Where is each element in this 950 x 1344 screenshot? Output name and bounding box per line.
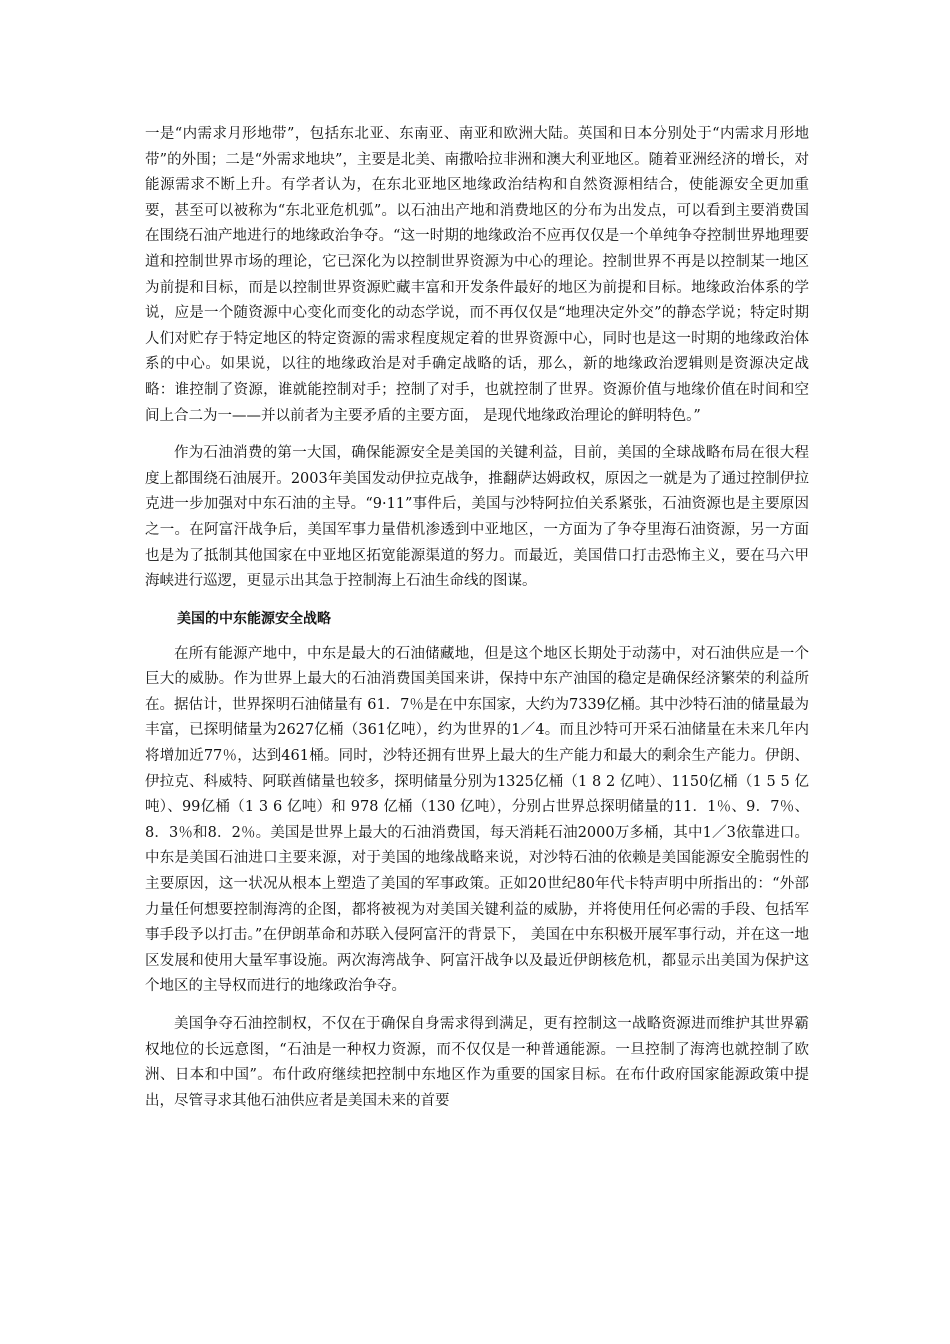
section-heading: 美国的中东能源安全战略 — [177, 610, 331, 627]
paragraph-4: 美国争夺石油控制权，不仅在于确保自身需求得到满足，更有控制这一战略资源进而维护其世界霸权地位的长远意图，“石油是一种权力资源，而不仅仅是一种普通能源。一旦控制了海湾也就控制了欧洲、日本和中国”。布什政府继续把控制中东地区作为重要的国家目标。在布什政府国家能源政策中提出，尽管寻求其他石油供应者是美国未来的首要 — [145, 1016, 809, 1109]
document-page — [145, 122, 809, 1126]
paragraph-2: 作为石油消费的第一大国，确保能源安全是美国的关键利益，目前，美国的全球战略布局在很大程度上都围绕石油展开。2003年美国发动伊拉克战争，推翻萨达姆政权，原因之一就是为了通过控制伊拉克进一步加强对中东石油的主导。“9·11”事件后，美国与沙特阿拉伯关系紧张，石油资源也是主要原因之一。在阿富汗战争后，美国军事力量借机渗透到中亚地区，一方面为了争夺里海石油资源，另一方面也是为了抵制其他国家在中亚地区拓宽能源渠道的努力。而最近，美国借口打击恐怖主义，要在马六甲海峡进行巡逻，更显示出其急于控制海上石油生命线的图谋。 — [145, 445, 809, 590]
paragraph-1: 一是“内需求月形地带”，包括东北亚、东南亚、南亚和欧洲大陆。英国和日本分别处于“内需求月形地带”的外围；二是“外需求地块”，主要是北美、南撒哈拉非洲和澳大利亚地区。随着亚洲经济的增长，对能源需求不断上升。有学者认为，在东北亚地区地缘政治结构和自然资源相结合，使能源安全更加重要，甚至可以被称为“东北亚危机弧”。以石油出产地和消费地区的分布为出发点，可以看到主要消费国在围绕石油产地进行的地缘政治争夺。“这一时期的地缘政治不应再仅仅是一个单纯争夺控制世界地理要道和控制世界市场的理论，它已深化为以控制世界资源为中心的理论。控制世界不再是以控制某一地区为前提和目标，而是以控制世界资源贮藏丰富和开发条件最好的地区为前提和目标。地缘政治体系的学说，应是一个随资源中心变化而变化的动态学说，而不再仅仅是“地理决定外交”的静态学说；特定时期人们对贮存于特定地区的特定资源的需求程度规定着的世界资源中心，同时也是这一时期的地缘政治体系的中心。如果说，以往的地缘政治是对手确定战略的话，那么，新的地缘政治逻辑则是资源决定战略：谁控制了资源，谁就能控制对手；控制了对手，也就控制了世界。资源价值与地缘价值在时间和空间上合二为一——并以前者为主要矛盾的主要方面， 是现代地缘政治理论的鲜明特色。” — [145, 126, 809, 424]
paragraph-3: 在所有能源产地中，中东是最大的石油储藏地，但是这个地区长期处于动荡中，对石油供应是一个巨大的威胁。作为世界上最大的石油消费国美国来讲，保持中东产油国的稳定是确保经济繁荣的利益所在。据估计，世界探明石油储量有 61．7％是在中东国家，大约为7339亿桶。其中沙特石油的储量最为丰富，已探明储量为2627亿桶（361亿吨），约为世界的1／4。而且沙特可开采石油储量在未来几年内将增加近77％，达到461桶。同时，沙特还拥有世界上最大的生产能力和最大的剩余生产能力。伊朗、伊拉克、科威特、阿联酋储量也较多，探明储量分别为1325亿桶（1 8 2 亿吨）、1150亿桶（1 5 5 亿吨）、99亿桶（1 3 6 亿吨）和 978 亿桶（130 亿吨），分别占世界总探明储量的11．1％、9．7％、8．3％和8．2％。美国是世界上最大的石油消费国，每天消耗石油2000万多桶，其中1／3依靠进口。中东是美国石油进口主要来源，对于美国的地缘战略来说，对沙特石油的依赖是美国能源安全脆弱性的主要原因，这一状况从根本上塑造了美国的军事政策。正如20世纪80年代卡特声明中所指出的：“外部力量任何想要控制海湾的企图，都将被视为对美国关键利益的威胁，并将使用任何必需的手段、包括军事手段予以打击。”在伊朗革命和苏联入侵阿富汗的背景下， 美国在中东积极开展军事行动，并在这一地区发展和使用大量军事设施。两次海湾战争、阿富汗战争以及最近伊朗核危机，都显示出美国为保护这个地区的主导权而进行的地缘政治争夺。 — [145, 645, 809, 995]
